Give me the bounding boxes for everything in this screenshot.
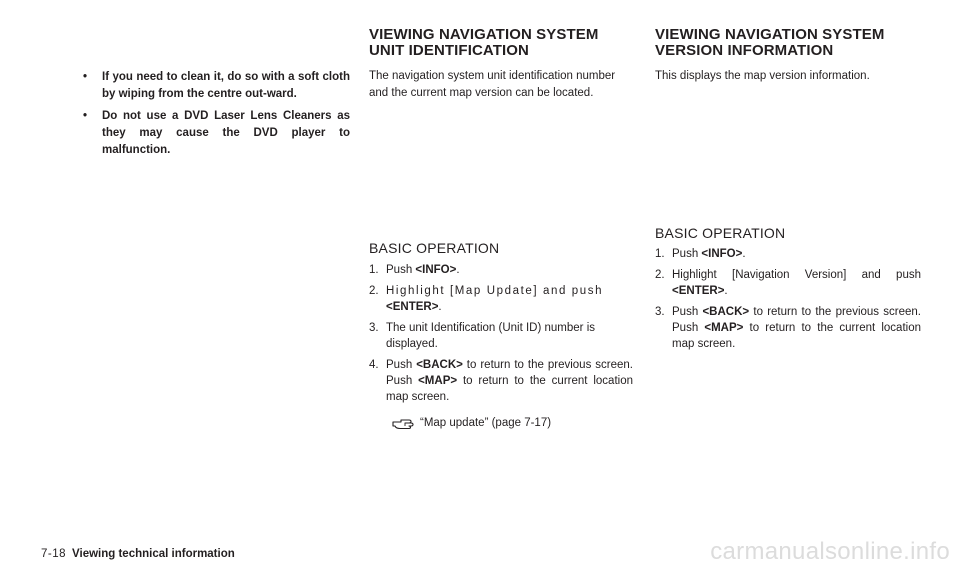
step-item (369, 320, 633, 352)
step-text: Push (672, 248, 702, 260)
bullet-item (78, 69, 350, 103)
section-heading (655, 27, 884, 59)
step-text: to return to the previous screen. Push (386, 359, 633, 387)
basic-operation-heading: BASIC OPERATION (369, 240, 500, 256)
heading-line: VERSION INFORMATION (655, 42, 834, 59)
step-number: 1. (655, 248, 665, 260)
key-label: <MAP> (704, 322, 744, 334)
key-label: <BACK> (416, 359, 463, 371)
section-heading (369, 27, 598, 59)
page-number: 7-18 (41, 548, 67, 560)
bullet-marker: • (83, 110, 88, 122)
step-text: Highlight [Navigation Version] and push (672, 269, 921, 281)
step-text: to return to the previous screen. Push (672, 306, 921, 334)
bullet-text: If you need to clean it, do so with a soft cloth by wiping from the centre out-ward. (102, 71, 350, 100)
key-label: <BACK> (702, 306, 750, 318)
step-number: 1. (369, 264, 379, 276)
step-text: The unit Identification (Unit ID) number is displayed. (386, 322, 596, 350)
watermark: carmanualsonline.info (710, 538, 950, 565)
step-number: 2. (655, 269, 665, 281)
step-text: . (742, 248, 746, 260)
key-label: <MAP> (418, 375, 458, 387)
step-item (369, 357, 633, 405)
step-item (369, 262, 633, 278)
step-text: . (456, 264, 460, 276)
step-text: to return to the current location map screen. (672, 322, 921, 350)
step-text: . (438, 301, 442, 313)
step-item (655, 246, 921, 262)
step-number: 2. (369, 285, 379, 297)
step-text: Highlight [Map Update] and push (386, 285, 604, 297)
step-item (369, 283, 633, 315)
page-footer (41, 547, 235, 561)
key-label: <INFO> (415, 264, 457, 276)
step-item (655, 267, 921, 299)
page-reference[interactable] (392, 415, 551, 431)
cleaning-bullets (78, 69, 350, 164)
step-text: Push (672, 306, 703, 318)
heading-line: VIEWING NAVIGATION SYSTEM (655, 26, 885, 43)
step-text: to return to the current location map screen. (386, 375, 633, 403)
pointing-hand-icon (392, 416, 414, 430)
step-text: . (724, 285, 728, 297)
step-number: 3. (369, 322, 379, 334)
heading-line: VIEWING NAVIGATION SYSTEM (369, 26, 599, 43)
section-title: Viewing technical information (72, 548, 235, 560)
section-intro: The navigation system unit identification number and the current map version can be located. (369, 70, 616, 99)
key-label: <INFO> (701, 248, 743, 260)
step-item (655, 304, 921, 352)
step-number: 3. (655, 306, 665, 318)
key-label: <ENTER> (672, 285, 725, 297)
bullet-text: Do not use a DVD Laser Lens Cleaners as they may cause the DVD player to malfunction. (102, 110, 350, 156)
reference-text: “Map update” (page 7-17) (420, 417, 552, 429)
step-number: 4. (369, 359, 379, 371)
bullet-item (78, 108, 350, 159)
step-text: Push (386, 359, 417, 371)
step-list (655, 246, 921, 357)
basic-operation-heading: BASIC OPERATION (655, 225, 786, 241)
key-label: <ENTER> (386, 301, 439, 313)
step-text: Push (386, 264, 416, 276)
heading-line: UNIT IDENTIFICATION (369, 42, 529, 59)
section-intro: This displays the map version information. (655, 70, 870, 82)
step-list (369, 262, 633, 410)
bullet-marker: • (83, 71, 88, 83)
